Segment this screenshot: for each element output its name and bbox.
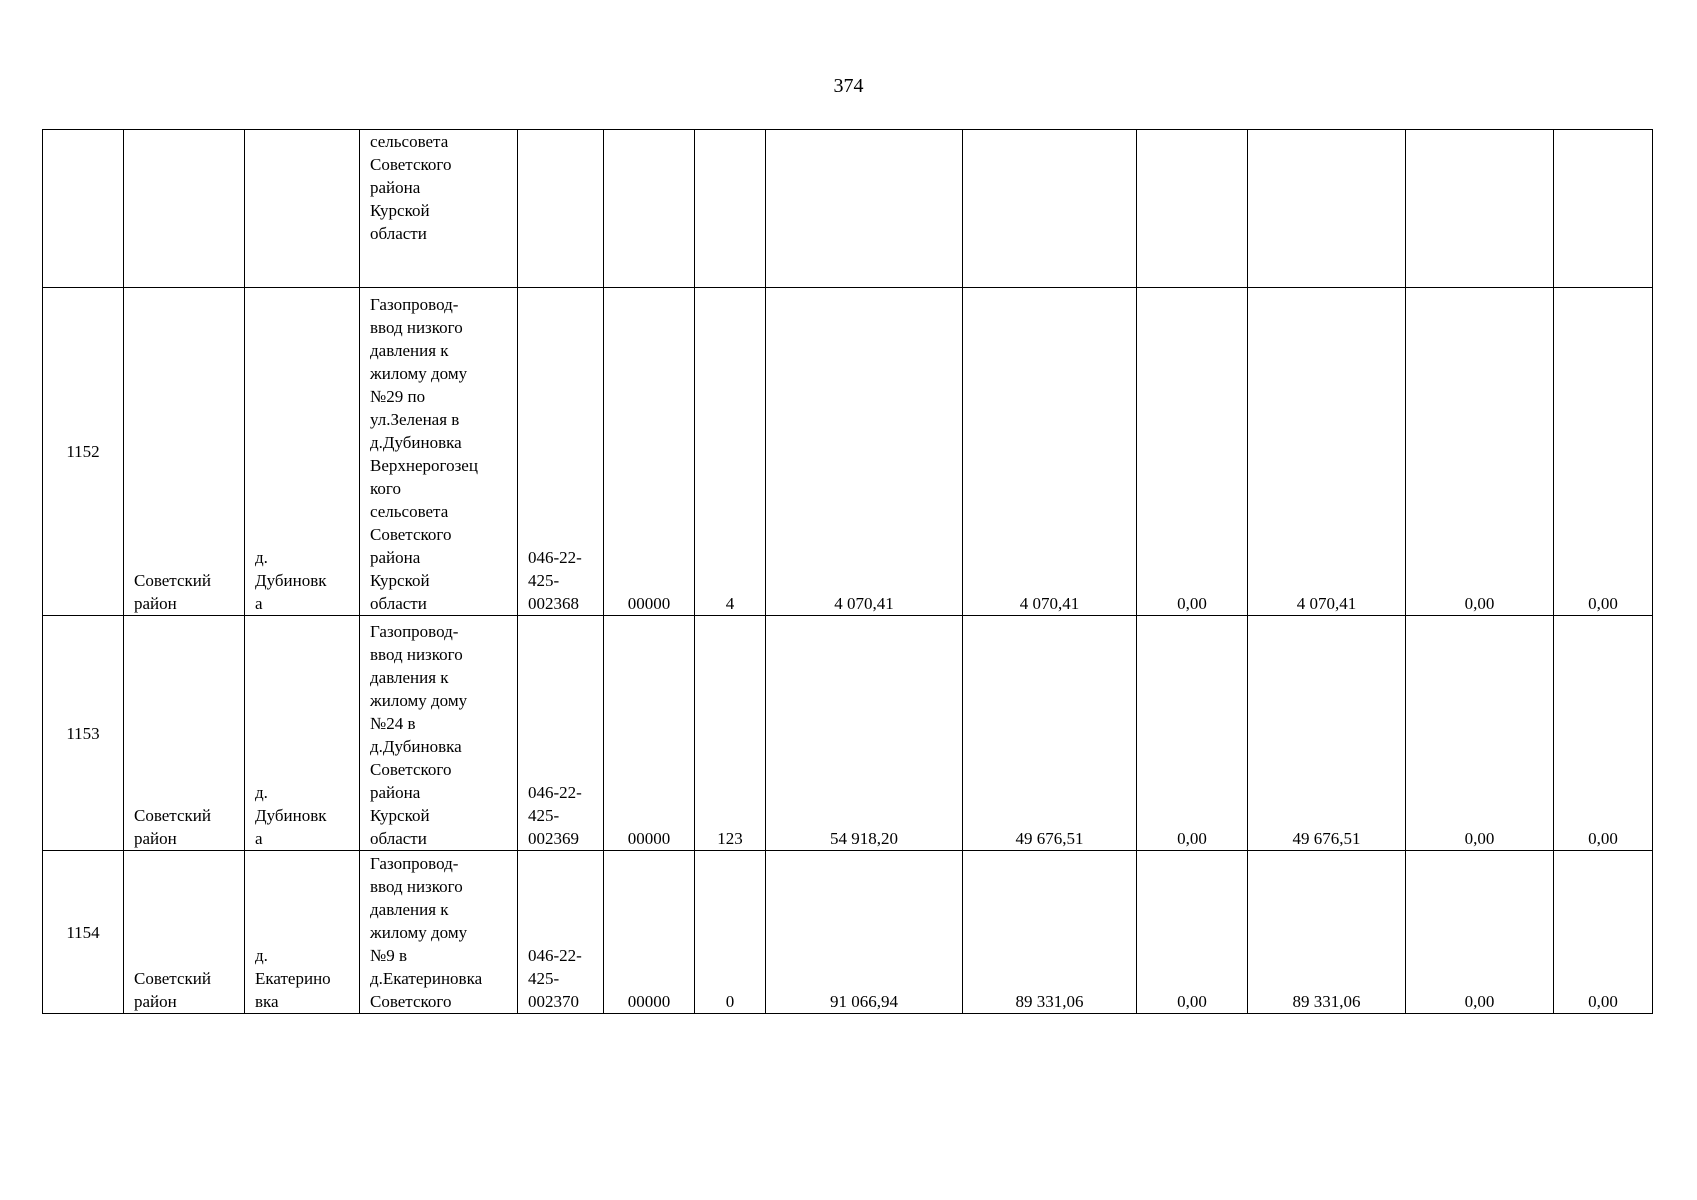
cell-district: Советский район bbox=[124, 616, 245, 851]
cell-amount-4 bbox=[1248, 130, 1406, 288]
cell-amount-6: 0,00 bbox=[1554, 616, 1653, 851]
cell-amount-1: 4 070,41 bbox=[766, 288, 963, 616]
cell-amount-5: 0,00 bbox=[1406, 288, 1554, 616]
cell-amount-4: 89 331,06 bbox=[1248, 851, 1406, 1014]
cell-district bbox=[124, 130, 245, 288]
table-row-continuation bbox=[43, 130, 1653, 288]
cell-district: Советский район bbox=[124, 288, 245, 616]
cell-district: Советский район bbox=[124, 851, 245, 1014]
cell-num: 1153 bbox=[43, 616, 124, 851]
cell-amount-1: 54 918,20 bbox=[766, 616, 963, 851]
registry-table bbox=[42, 129, 1653, 1014]
cell-qty: 123 bbox=[695, 616, 766, 851]
cell-amount-3 bbox=[1137, 130, 1248, 288]
page-number: 374 bbox=[833, 75, 864, 97]
cell-amount-6: 0,00 bbox=[1554, 851, 1653, 1014]
cell-amount-5: 0,00 bbox=[1406, 851, 1554, 1014]
cell-amount-2: 4 070,41 bbox=[963, 288, 1137, 616]
cell-num: 1154 bbox=[43, 851, 124, 1014]
cell-reg-number bbox=[518, 130, 604, 288]
cell-num: 1152 bbox=[43, 288, 124, 616]
cell-settlement: д. Екатерино вка bbox=[245, 851, 360, 1014]
cell-settlement bbox=[245, 130, 360, 288]
cell-reg-number: 046-22- 425- 002368 bbox=[518, 288, 604, 616]
cell-amount-2 bbox=[963, 130, 1137, 288]
table-row bbox=[43, 851, 1653, 1014]
cell-description: Газопровод- ввод низкого давления к жилому дому №24 в д.Дубиновка Советского района Курской области bbox=[360, 616, 518, 851]
table-row bbox=[43, 616, 1653, 851]
cell-settlement: д. Дубиновк а bbox=[245, 616, 360, 851]
cell-amount-3: 0,00 bbox=[1137, 616, 1248, 851]
cell-qty bbox=[695, 130, 766, 288]
cell-code: 00000 bbox=[604, 851, 695, 1014]
cell-qty: 0 bbox=[695, 851, 766, 1014]
cell-description: Газопровод- ввод низкого давления к жилому дому №29 по ул.Зеленая в д.Дубиновка Верхнерогозец кого сельсовета Советского района Курской области bbox=[360, 288, 518, 616]
cell-description: сельсовета Советского района Курской области bbox=[360, 130, 518, 288]
cell-num bbox=[43, 130, 124, 288]
cell-amount-2: 89 331,06 bbox=[963, 851, 1137, 1014]
cell-amount-5: 0,00 bbox=[1406, 616, 1554, 851]
cell-qty: 4 bbox=[695, 288, 766, 616]
cell-amount-6 bbox=[1554, 130, 1653, 288]
cell-reg-number: 046-22- 425- 002369 bbox=[518, 616, 604, 851]
cell-amount-1: 91 066,94 bbox=[766, 851, 963, 1014]
table-row bbox=[43, 288, 1653, 616]
cell-amount-3: 0,00 bbox=[1137, 851, 1248, 1014]
cell-settlement: д. Дубиновк а bbox=[245, 288, 360, 616]
cell-code: 00000 bbox=[604, 288, 695, 616]
cell-description: Газопровод- ввод низкого давления к жилому дому №9 в д.Екатериновка Советского bbox=[360, 851, 518, 1014]
cell-amount-6: 0,00 bbox=[1554, 288, 1653, 616]
cell-amount-3: 0,00 bbox=[1137, 288, 1248, 616]
cell-reg-number: 046-22- 425- 002370 bbox=[518, 851, 604, 1014]
cell-amount-5 bbox=[1406, 130, 1554, 288]
cell-code: 00000 bbox=[604, 616, 695, 851]
cell-amount-2: 49 676,51 bbox=[963, 616, 1137, 851]
cell-amount-4: 4 070,41 bbox=[1248, 288, 1406, 616]
cell-amount-4: 49 676,51 bbox=[1248, 616, 1406, 851]
cell-amount-1 bbox=[766, 130, 963, 288]
cell-code bbox=[604, 130, 695, 288]
